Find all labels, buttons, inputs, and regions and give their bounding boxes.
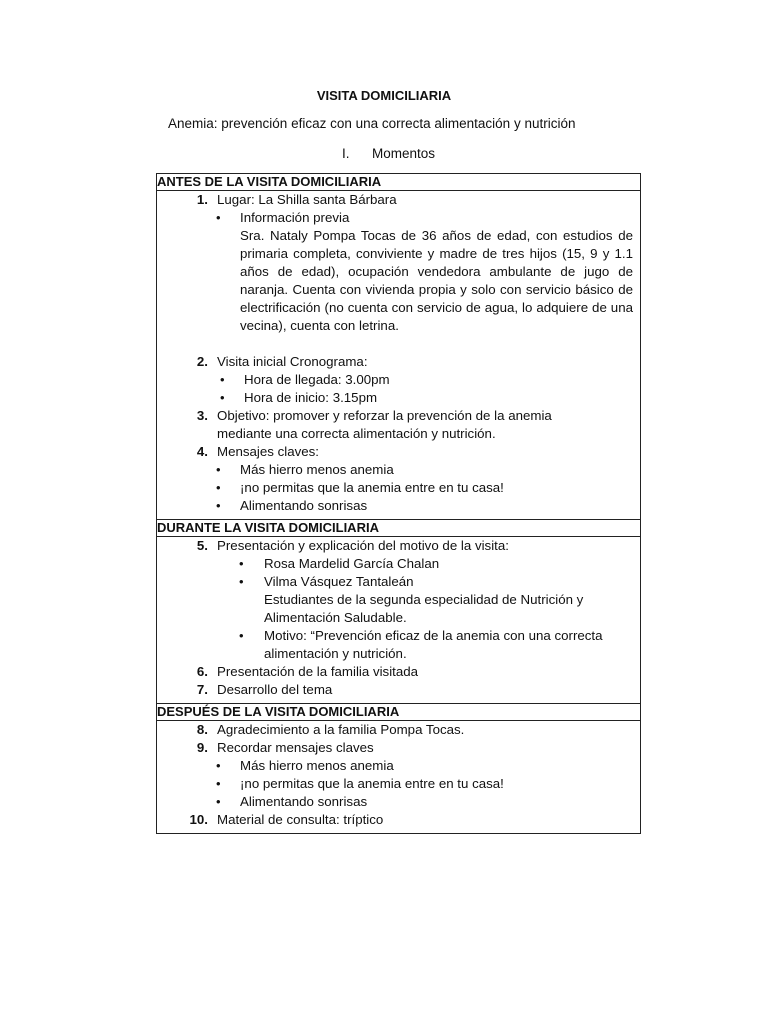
antes-cell: [157, 191, 641, 520]
bullet-item: • ¡no permitas que la anemia entre en tu casa!: [216, 480, 504, 495]
document-title: VISITA DOMICILIARIA: [316, 88, 452, 103]
bullet-item: • Rosa Mardelid García Chalan: [239, 556, 440, 571]
durante-cell: [157, 537, 641, 704]
bullet-item: • Información previa: [216, 210, 350, 225]
list-item: 7. Desarrollo del tema: [196, 682, 333, 697]
visit-table: [156, 173, 641, 834]
bullet-icon: •: [216, 794, 221, 809]
bullet-item: • Alimentando sonrisas: [216, 498, 368, 513]
bullet-icon: •: [216, 462, 221, 477]
bullet-icon: •: [216, 776, 221, 791]
bullet-icon: •: [216, 210, 221, 225]
bullet-icon: •: [216, 480, 221, 495]
list-item: 4. Mensajes claves:: [196, 444, 319, 459]
bullet-item: • Hora de inicio: 3.15pm: [220, 390, 378, 405]
bullet-item: • Más hierro menos anemia: [216, 758, 394, 773]
list-item: 6. Presentación de la familia visitada: [196, 664, 419, 679]
bullet-item: • Hora de llegada: 3.00pm: [220, 372, 390, 387]
list-item: 8. Agradecimiento a la familia Pompa Tocas.: [196, 722, 465, 737]
bullet-continuation: Alimentación Saludable.: [264, 610, 407, 625]
info-paragraph: Sra. Nataly Pompa Tocas de 36 años de edad, con estudios de primaria completa, conviviente y madre de tres hijos (15, 9 y 1.1 años de edad), ocupación vendedora ambulante de jugo de naranja. Cuenta con vivienda propia y solo con servicio básico de electrificación (no cuenta con servicio de agua, lo adquiere de una vecina), cuenta con letrina.: [240, 228, 633, 333]
bullet-continuation: alimentación y nutrición.: [264, 646, 407, 661]
bullet-icon: •: [239, 628, 244, 643]
bullet-item: • Alimentando sonrisas: [216, 794, 368, 809]
list-item: 9. Recordar mensajes claves: [196, 740, 374, 755]
list-item: 3. Objetivo: promover y reforzar la prevención de la anemia: [196, 408, 552, 423]
bullet-icon: •: [220, 372, 225, 387]
bullet-item: • Motivo: “Prevención eficaz de la anemia con una correcta: [239, 628, 603, 643]
despues-cell: [157, 721, 641, 834]
bullet-item: • ¡no permitas que la anemia entre en tu casa!: [216, 776, 504, 791]
bullet-item: • Vilma Vásquez Tantaleán: [239, 574, 414, 589]
document-subtitle: Anemia: prevención eficaz con una correcta alimentación y nutrición: [168, 116, 576, 131]
bullet-icon: •: [239, 574, 244, 589]
bullet-icon: •: [216, 498, 221, 513]
bullet-item: • Más hierro menos anemia: [216, 462, 394, 477]
bullet-continuation: Estudiantes de la segunda especialidad de Nutrición y: [264, 592, 584, 607]
list-item-continuation: mediante una correcta alimentación y nutrición.: [217, 426, 496, 441]
bullet-icon: •: [239, 556, 244, 571]
list-item: 1. Lugar: La Shilla santa Bárbara: [196, 192, 397, 207]
header-durante: DURANTE LA VISITA DOMICILIARIA: [157, 520, 641, 537]
header-despues: DESPUÉS DE LA VISITA DOMICILIARIA: [157, 704, 641, 721]
bullet-icon: •: [216, 758, 221, 773]
list-item: 5. Presentación y explicación del motivo de la visita:: [196, 538, 509, 553]
list-item: 2. Visita inicial Cronograma:: [196, 354, 368, 369]
list-item: 10. Material de consulta: tríptico: [189, 812, 384, 827]
section-heading: [342, 146, 435, 161]
section-label: Momentos: [372, 146, 436, 161]
section-number: I.: [342, 146, 350, 161]
header-antes: ANTES DE LA VISITA DOMICILIARIA: [157, 174, 641, 191]
bullet-icon: •: [220, 390, 225, 405]
